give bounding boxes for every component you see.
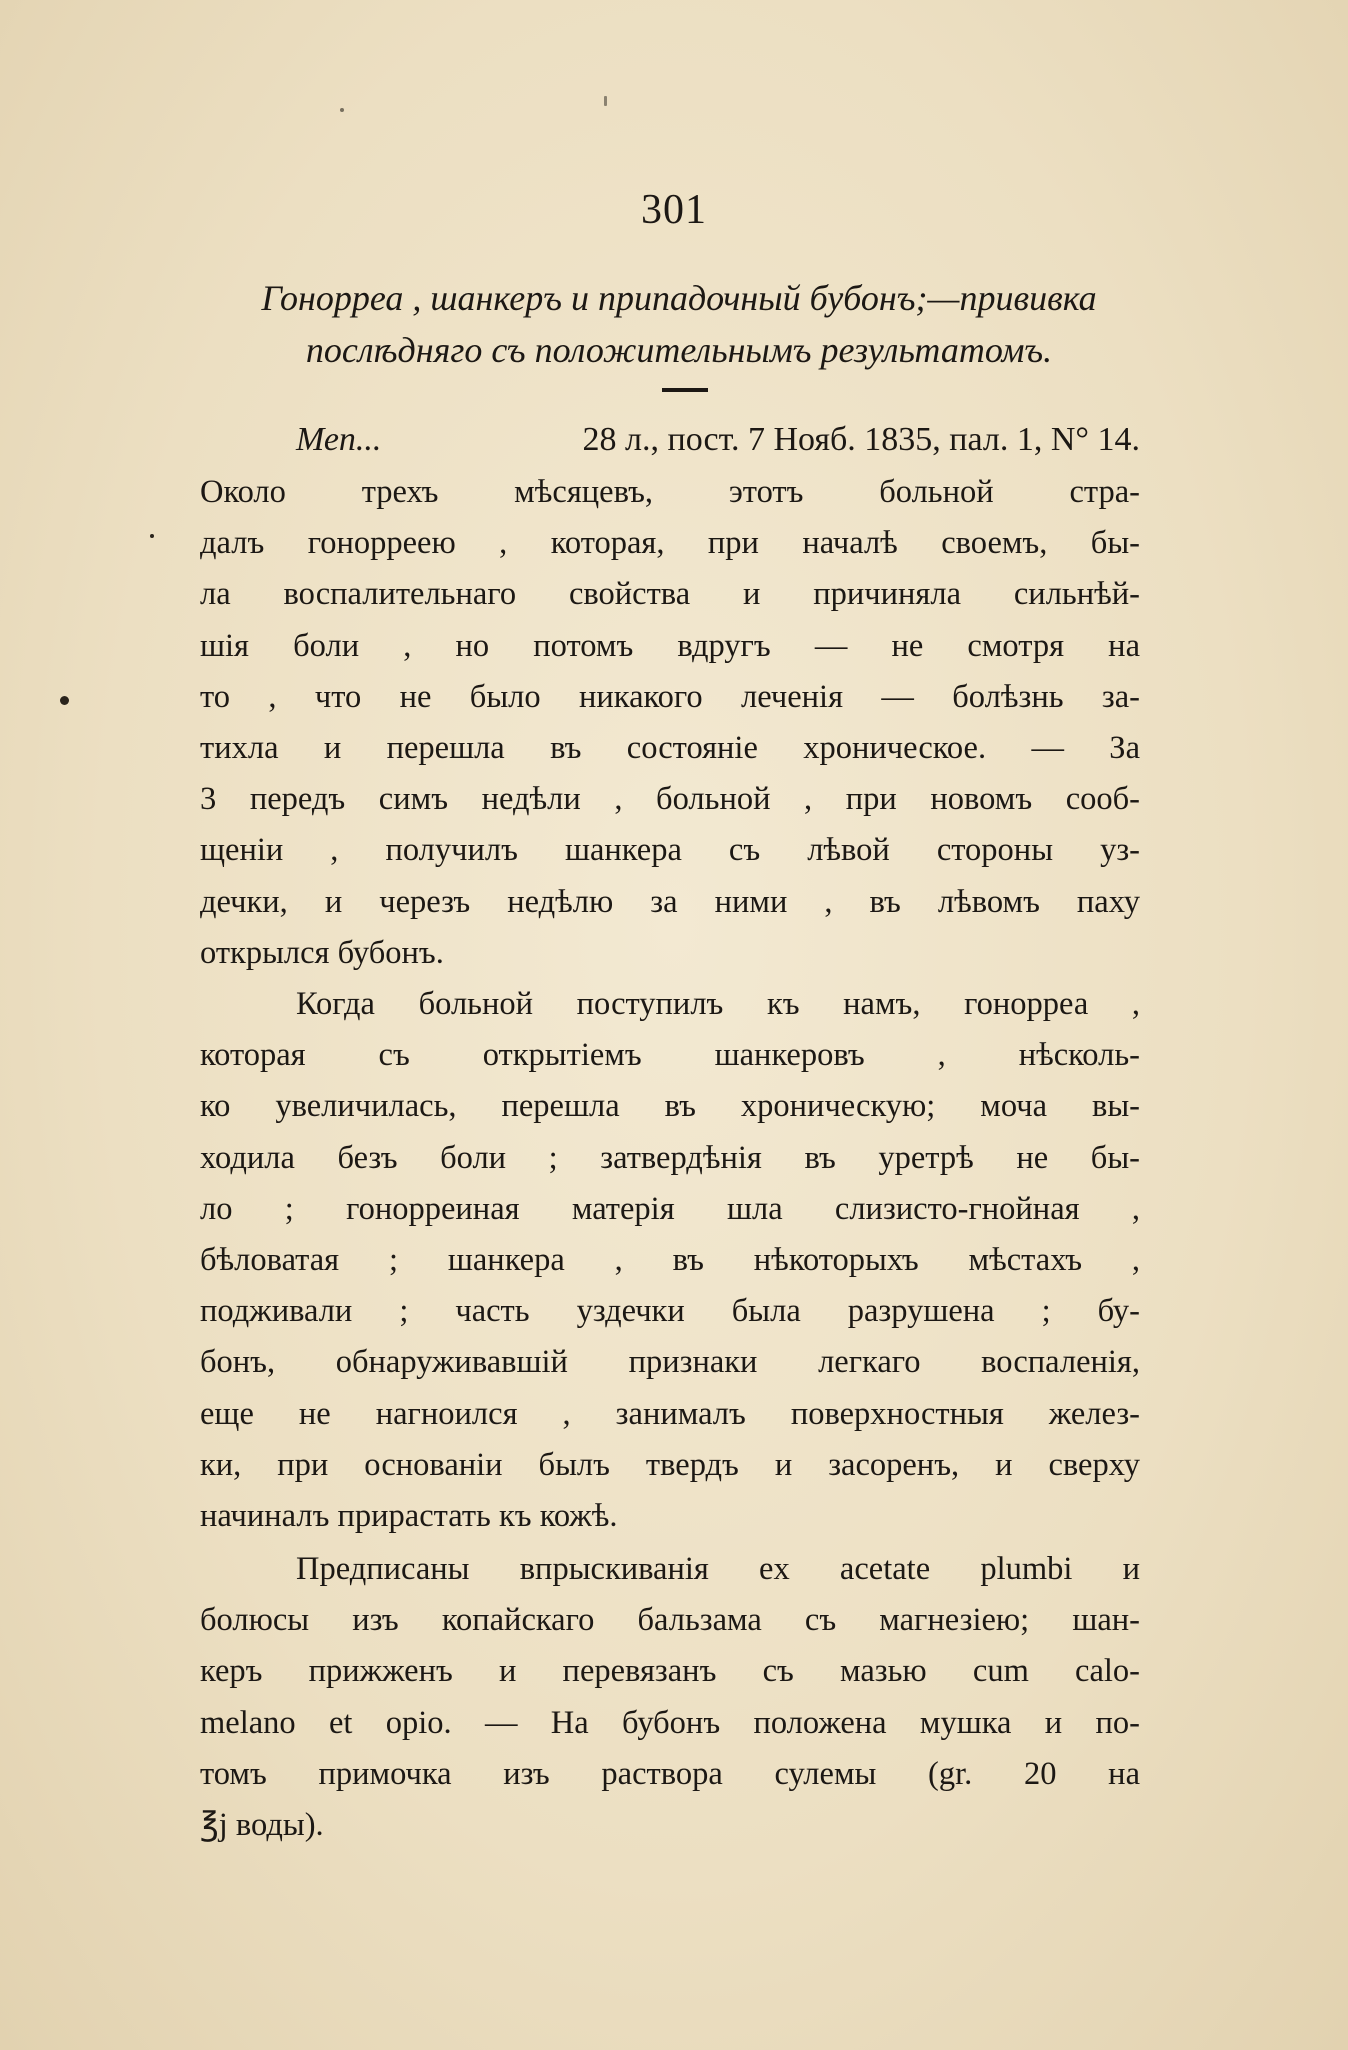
paragraph-2 — [200, 979, 1140, 1542]
text-line: ло ; гонорреиная матерія шла слизисто-гнойная , — [200, 1190, 1140, 1227]
text-line: ℥j воды). — [200, 1806, 324, 1843]
text-line: ла воспалительнаго свойства и причиняла сильнѣй- — [200, 576, 1140, 613]
text-line: ходила безъ боли ; затвердѣнія въ уретрѣ не бы- — [200, 1139, 1140, 1176]
case-header — [200, 418, 1140, 462]
text-line: 3 передъ симъ недѣли , больной , при новомъ сооб- — [200, 781, 1140, 818]
text-line: начиналъ прирастать къ кожѣ. — [200, 1497, 618, 1534]
ink-speck — [150, 534, 154, 538]
text-line: Около трехъ мѣсяцевъ, этотъ больной стра- — [200, 474, 1140, 510]
text-line: тихла и перешла въ состояніе хроническое. — За — [200, 729, 1140, 766]
ink-speck — [604, 96, 607, 106]
text-line: бонъ, обнаруживавшій признаки легкаго воспаленія, — [200, 1344, 1140, 1381]
paragraph-1 — [200, 467, 1140, 979]
ink-speck — [60, 696, 69, 705]
text-line: ко увеличилась, перешла въ хроническую; моча вы- — [200, 1088, 1140, 1125]
article-title-line-2: послѣдняго съ положительнымъ результатомъ. — [305, 330, 1053, 370]
paragraph-3 — [200, 1544, 1140, 1851]
page-number: 301 — [641, 187, 707, 233]
title-divider — [662, 388, 708, 392]
text-line: томъ примочка изъ раствора сулемы (gr. 20 на — [200, 1755, 1140, 1792]
text-line: далъ гонорреею , которая, при началѣ своемъ, бы- — [200, 525, 1140, 562]
text-line: подживали ; часть уздечки была разрушена ; бу- — [200, 1293, 1140, 1330]
text-line: бѣловатая ; шанкера , въ нѣкоторыхъ мѣстахъ , — [200, 1241, 1140, 1278]
text-line: еще не нагноился , занималъ поверхностныя желез- — [200, 1395, 1140, 1432]
patient-name: Меп... — [296, 421, 382, 458]
text-line: болюсы изъ копайскаго бальзама съ магнезіею; шан- — [200, 1602, 1140, 1639]
text-line: ки, при основаніи былъ твердъ и засоренъ, и сверху — [200, 1446, 1140, 1483]
article-title-line-1: Гонорреа , шанкеръ и припадочный бубонъ;—прививка — [261, 278, 1097, 318]
patient-details: 28 л., пост. 7 Нояб. 1835, пал. 1, N° 14. — [582, 421, 1140, 458]
ink-speck — [340, 108, 344, 112]
text-line: шія боли , но потомъ вдругъ — не смотря на — [200, 627, 1140, 664]
text-line: щеніи , получилъ шанкера съ лѣвой стороны уз- — [200, 832, 1140, 869]
text-line: Предписаны впрыскиванія ex acetate plumbi и — [296, 1551, 1140, 1587]
text-line: дечки, и черезъ недѣлю за ними , въ лѣвомъ паху — [200, 883, 1140, 920]
text-line: Когда больной поступилъ къ намъ, гонорреа , — [296, 986, 1140, 1022]
text-line: керъ прижженъ и перевязанъ съ мазью cum calo- — [200, 1653, 1140, 1690]
text-line: которая съ открытіемъ шанкеровъ , нѣсколь- — [200, 1037, 1140, 1074]
article-title — [200, 272, 1158, 376]
text-line: то , что не было никакого леченія — болѣзнь за- — [200, 678, 1140, 715]
text-line: melano et opio. — На бубонъ положена мушка и по- — [200, 1704, 1140, 1741]
text-line: открылся бубонъ. — [200, 934, 444, 971]
